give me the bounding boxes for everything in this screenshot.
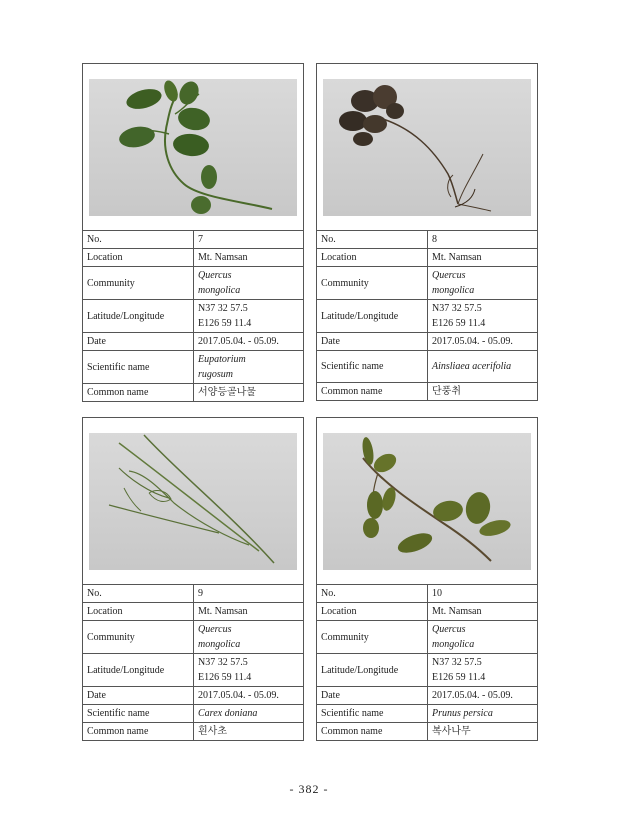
latitude: N37 32 57.5 (198, 303, 248, 314)
label-scientific: Scientific name (83, 705, 194, 723)
value-date: 2017.05.04. - 05.09. (428, 687, 538, 705)
latitude: N37 32 57.5 (432, 303, 482, 314)
label-community: Community (317, 267, 428, 300)
value-no: 8 (432, 234, 437, 245)
label-date: Date (83, 333, 194, 351)
row-common (317, 383, 537, 401)
row-community (83, 621, 303, 654)
row-scientific (83, 705, 303, 723)
value-no: 9 (198, 588, 203, 599)
plant-illustration (89, 79, 297, 216)
row-location (83, 603, 303, 621)
label-no: No. (317, 231, 428, 249)
page-number: - 382 - (289, 782, 329, 796)
community-line-2: mongolica (198, 639, 241, 650)
row-scientific (317, 705, 537, 723)
scientific-line-2: rugosum (198, 369, 234, 380)
plant-illustration (323, 433, 531, 570)
label-no: No. (83, 585, 194, 603)
label-common: Common name (317, 723, 428, 741)
plant-illustration (89, 433, 297, 570)
row-common (317, 723, 537, 741)
row-scientific (83, 351, 303, 384)
specimen-card-9 (82, 417, 304, 741)
value-scientific: Carex doniana (194, 705, 304, 723)
community-line-2: mongolica (432, 639, 475, 650)
community-line-2: mongolica (432, 285, 475, 296)
label-date: Date (83, 687, 194, 705)
value-common: 흰사초 (194, 723, 304, 741)
longitude: E126 59 11.4 (432, 318, 486, 329)
specimen-card-8 (316, 63, 538, 401)
row-latlon (317, 654, 537, 687)
value-latlon (194, 654, 304, 687)
value-location: Mt. Namsan (194, 603, 304, 621)
label-scientific: Scientific name (317, 705, 428, 723)
value-location: Mt. Namsan (428, 603, 538, 621)
row-no (83, 585, 303, 603)
scientific-line-1: Eupatorium (198, 354, 246, 365)
specimen-info-table (317, 585, 537, 740)
plant-illustration (323, 79, 531, 216)
row-common (83, 384, 303, 402)
value-latlon (428, 654, 538, 687)
specimen-photo-carex (89, 433, 297, 570)
label-community: Community (83, 621, 194, 654)
community-line-1: Quercus (432, 624, 466, 635)
community-line-1: Quercus (198, 624, 232, 635)
label-latlon: Latitude/Longitude (83, 654, 194, 687)
label-latlon: Latitude/Longitude (317, 654, 428, 687)
label-latlon: Latitude/Longitude (317, 300, 428, 333)
value-community (194, 621, 304, 654)
row-latlon (317, 300, 537, 333)
specimen-photo-cell (317, 418, 537, 585)
specimen-info-table (317, 231, 537, 400)
specimen-photo-cell (83, 418, 303, 585)
community-line-1: Quercus (432, 270, 466, 281)
label-common: Common name (317, 383, 428, 401)
specimen-card-7 (82, 63, 304, 402)
label-common: Common name (83, 384, 194, 402)
value-latlon (194, 300, 304, 333)
longitude: E126 59 11.4 (432, 672, 486, 683)
latitude: N37 32 57.5 (432, 657, 482, 668)
label-date: Date (317, 333, 428, 351)
label-scientific: Scientific name (317, 351, 428, 383)
value-location: Mt. Namsan (194, 249, 304, 267)
row-latlon (83, 654, 303, 687)
label-location: Location (83, 603, 194, 621)
row-community (317, 621, 537, 654)
value-date: 2017.05.04. - 05.09. (428, 333, 538, 351)
specimen-photo-prunus (323, 433, 531, 570)
specimen-info-table (83, 585, 303, 740)
value-location: Mt. Namsan (428, 249, 538, 267)
label-date: Date (317, 687, 428, 705)
value-common: 복사나무 (428, 723, 538, 741)
label-location: Location (317, 249, 428, 267)
row-date (83, 333, 303, 351)
specimen-photo-cell (83, 64, 303, 231)
row-location (83, 249, 303, 267)
value-date: 2017.05.04. - 05.09. (194, 333, 304, 351)
longitude: E126 59 11.4 (198, 318, 252, 329)
label-location: Location (83, 249, 194, 267)
community-line-1: Quercus (198, 270, 232, 281)
value-date: 2017.05.04. - 05.09. (194, 687, 304, 705)
label-latlon: Latitude/Longitude (83, 300, 194, 333)
label-no: No. (83, 231, 194, 249)
row-community (83, 267, 303, 300)
row-common (83, 723, 303, 741)
row-no (83, 231, 303, 249)
row-no (317, 231, 537, 249)
row-location (317, 249, 537, 267)
value-community (428, 267, 538, 300)
label-common: Common name (83, 723, 194, 741)
value-scientific: Prunus persica (428, 705, 538, 723)
value-no: 10 (432, 588, 442, 599)
value-common: 단풍취 (428, 383, 538, 401)
longitude: E126 59 11.4 (198, 672, 252, 683)
row-date (317, 687, 537, 705)
specimen-photo-cell (317, 64, 537, 231)
value-latlon (428, 300, 538, 333)
label-no: No. (317, 585, 428, 603)
row-community (317, 267, 537, 300)
specimen-info-table (83, 231, 303, 401)
label-community: Community (83, 267, 194, 300)
value-community (194, 267, 304, 300)
specimen-photo-eupatorium (89, 79, 297, 216)
row-latlon (83, 300, 303, 333)
label-location: Location (317, 603, 428, 621)
value-community (428, 621, 538, 654)
value-scientific (194, 351, 304, 384)
value-no: 7 (198, 234, 203, 245)
row-date (83, 687, 303, 705)
value-common: 서양등골나물 (194, 384, 304, 402)
value-scientific: Ainsliaea acerifolia (428, 351, 538, 383)
row-scientific (317, 351, 537, 383)
label-community: Community (317, 621, 428, 654)
specimen-photo-ainsliaea (323, 79, 531, 216)
row-no (317, 585, 537, 603)
community-line-2: mongolica (198, 285, 241, 296)
label-scientific: Scientific name (83, 351, 194, 384)
row-date (317, 333, 537, 351)
specimen-card-10 (316, 417, 538, 741)
latitude: N37 32 57.5 (198, 657, 248, 668)
row-location (317, 603, 537, 621)
